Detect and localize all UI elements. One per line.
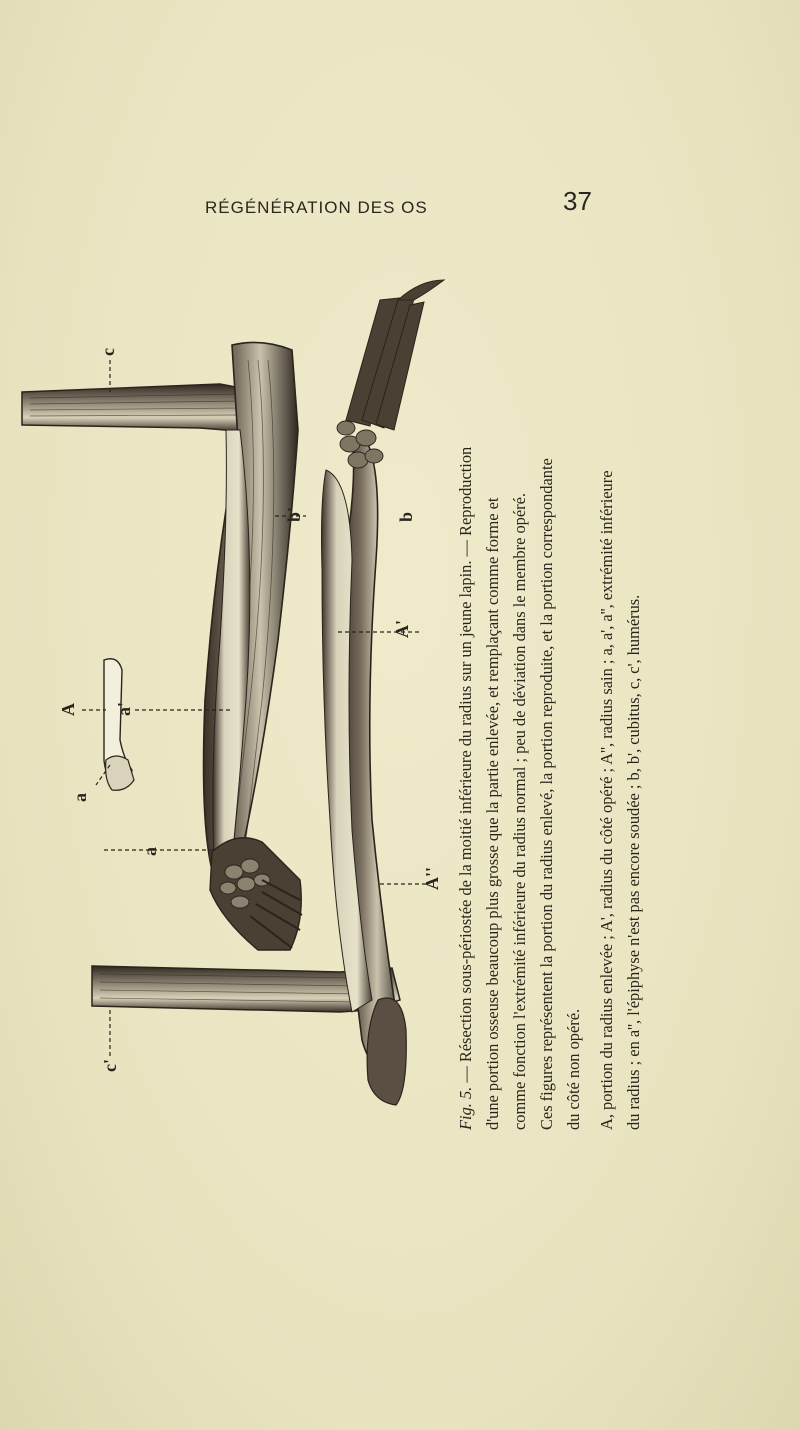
caption-line-5: du côté non opéré. bbox=[564, 1008, 583, 1130]
caption-legend-2: du radius ; en a'', l'épiphyse n'est pas encore soudée ; b, b', cubitus, c, c', humérus. bbox=[624, 594, 643, 1130]
caption-legend-1: A, portion du radius enlevée ; A', radius du côté opéré ; A'', radius sain ; a, a', a'', extrémité inférieure bbox=[597, 470, 616, 1130]
label-a-left: a bbox=[70, 793, 90, 802]
label-b: b bbox=[396, 511, 416, 522]
caption-line-2: d'une portion osseuse beaucoup plus grosse que la partie enlevée, et remplaçant comme forme et bbox=[483, 497, 502, 1130]
humerus-top bbox=[22, 384, 268, 432]
label-b-prime: b' bbox=[284, 506, 304, 522]
caption-fig-label: Fig. 5. bbox=[456, 1086, 475, 1130]
caption-line-1 bbox=[452, 250, 479, 1130]
caption-line-1-text: — Résection sous-périostée de la moitié inférieure du radius sur un jeune lapin. — Reproduction bbox=[456, 446, 475, 1087]
label-A: A bbox=[58, 703, 78, 716]
caption-line-3: comme fonction l'extrémité inférieure du radius normal ; peu de déviation dans le membre opéré. bbox=[510, 493, 529, 1130]
label-a-prime: a' bbox=[114, 701, 134, 716]
figure-caption bbox=[452, 250, 647, 1130]
label-A-double: A'' bbox=[422, 866, 442, 890]
caption-line-4: Ces figures représentent la portion du radius enlevé, la portion reproduite, et la portion correspondante bbox=[537, 458, 556, 1130]
label-a: a bbox=[140, 847, 160, 856]
label-A-prime: A' bbox=[392, 620, 412, 638]
radius-healthy bbox=[322, 280, 445, 1012]
page-number: 37 bbox=[563, 186, 592, 216]
radius-removed bbox=[104, 659, 134, 791]
label-c-bottom: c' bbox=[100, 1059, 120, 1072]
running-head: RÉGÉNÉRATION DES OS bbox=[205, 198, 428, 217]
label-c-top: c bbox=[98, 348, 118, 356]
